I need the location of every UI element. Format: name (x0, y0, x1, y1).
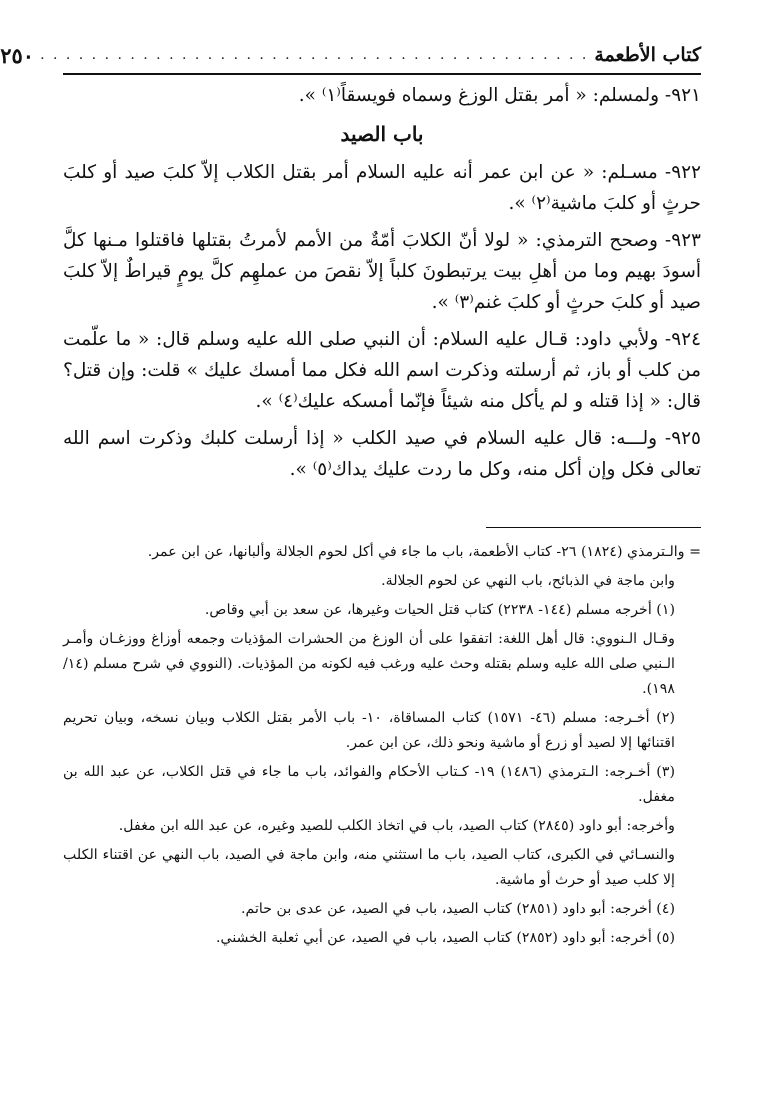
chapter-title: كتاب الأطعمة (594, 44, 701, 66)
hadith-923: ٩٢٣- وصحح الترمذي: « لولا أنّ الكلابَ أمّةٌ من الأمم لأمرتُ بقتلها فاقتلوا مـنها كلَّ أسودَ بهيم وما من أهلِ بيت يرتبطونَ كلباً إلاّ نقصَ من عملهِم كلَّ يومٍ قيراطٌ إلاّ كلبَ صيد أو كلبَ حرثٍ أو كلبَ غنم⁽٣⁾ ». (63, 230, 701, 313)
header-rule (63, 73, 701, 75)
footnote-5: (٥) أخرجه: أبو داود (٢٨٥٢) كتاب الصيد، باب في الصيد، عن أبي ثعلبة الخشني. (215, 930, 675, 946)
footnote-continuation: = والـترمذي (١٨٢٤) ٢٦- كتاب الأطعمة، باب ما جاء في أكل لحوم الجلالة وألبانها، عن ابن عمر. (147, 544, 701, 560)
hadith-922: ٩٢٢- مسـلم: « عن ابن عمر أنه عليه السلام أمر بقتل الكلاب إلاّ كلبَ صيد أو كلبَ حرثٍ أو كلبَ ماشية⁽٢⁾ ». (63, 162, 701, 214)
footnote-3: (٣) أخـرجه: الـترمذي (١٤٨٦) ١٩- كـتاب الأحكام والفوائد، باب ما جاء في قتل الكلاب، عن عبد الله بن مغفل. (63, 764, 675, 805)
footnote-3-abudawud: وأخرجه: أبو داود (٢٨٤٥) كتاب الصيد، باب في اتخاذ الكلب للصيد وغيره، عن عبد الله ابن مغفل. (118, 818, 675, 834)
footnote-4: (٤) أخرجه: أبو داود (٢٨٥١) كتاب الصيد، باب في الصيد، عن عدى بن حاتم. (241, 901, 675, 917)
footnotes (63, 540, 701, 955)
running-header (0, 38, 701, 72)
main-text (63, 80, 701, 491)
footnote-continuation-2: وابن ماجة في الذبائح، باب النهي عن لحوم الجلالة. (381, 573, 675, 589)
hadith-925: ٩٢٥- ولـــه: قال عليه السلام في صيد الكلب « إذا أرسلت كلبك وذكرت اسم الله تعالى فكل وإن أكل منه، وكل ما ردت عليك يداك⁽٥⁾ ». (63, 428, 701, 480)
footnote-1: (١) أخرجه مسلم (١٤٤- ٢٢٣٨) كتاب قتل الحيات وغيرها، عن سعد بن أبي وقاص. (204, 602, 675, 618)
footnote-separator (486, 527, 701, 528)
hadith-924: ٩٢٤- ولأبي داود: قـال عليه السلام: أن النبي صلى الله عليه وسلم قال: « ما علّمت من كلب أو باز، ثم أرسلته وذكرت اسم الله فكل مما أمسك عليك » قلت: وإن قتل؟ قال: « إذا قتله و لم يأكل منه شيئاً فإنّما أمسكه عليك⁽٤⁾ ». (63, 329, 702, 412)
footnote-3-nasai: والنسـائي في الكبرى، كتاب الصيد، باب ما استثني منه، وابن ماجة في الصيد، باب النهي عن اقتناء الكلب إلا كلب صيد أو حرث أو ماشية. (63, 847, 675, 888)
page-number: ٢٥٠ (0, 42, 35, 68)
hadith-921: ٩٢١- ولمسلم: « أمر بقتل الوزغ وسماه فويسقاً⁽١⁾ ». (298, 85, 701, 106)
footnote-1-note: وقـال الـنووي: قال أهل اللغة: اتفقوا على أن الوزغ من الحشرات المؤذيات وجمعه أوزاغ ووزغـان وأمـر الـنبي صلى الله عليه وسلم بقتله وحث عليه ورغب فيه لكونه من المؤذيات. (النووي في شرح مسلم (١٤/ ١٩٨). (63, 631, 675, 697)
leader-dots: . . . . . . . . . . . . . . . . . . . . . . . . . . . . . . . . . . . . . . . . . . . (40, 47, 589, 63)
footnote-2: (٢) أخـرجه: مسلم (٤٦- ١٥٧١) كتاب المساقاة، ١٠- باب الأمر بقتل الكلاب وبيان نسخه، وبيان تحريم اقتنائها إلا لصيد أو زرع أو ماشية ونحو ذلك، عن ابن عمر. (63, 710, 676, 751)
section-title: باب الصيد (340, 122, 424, 146)
